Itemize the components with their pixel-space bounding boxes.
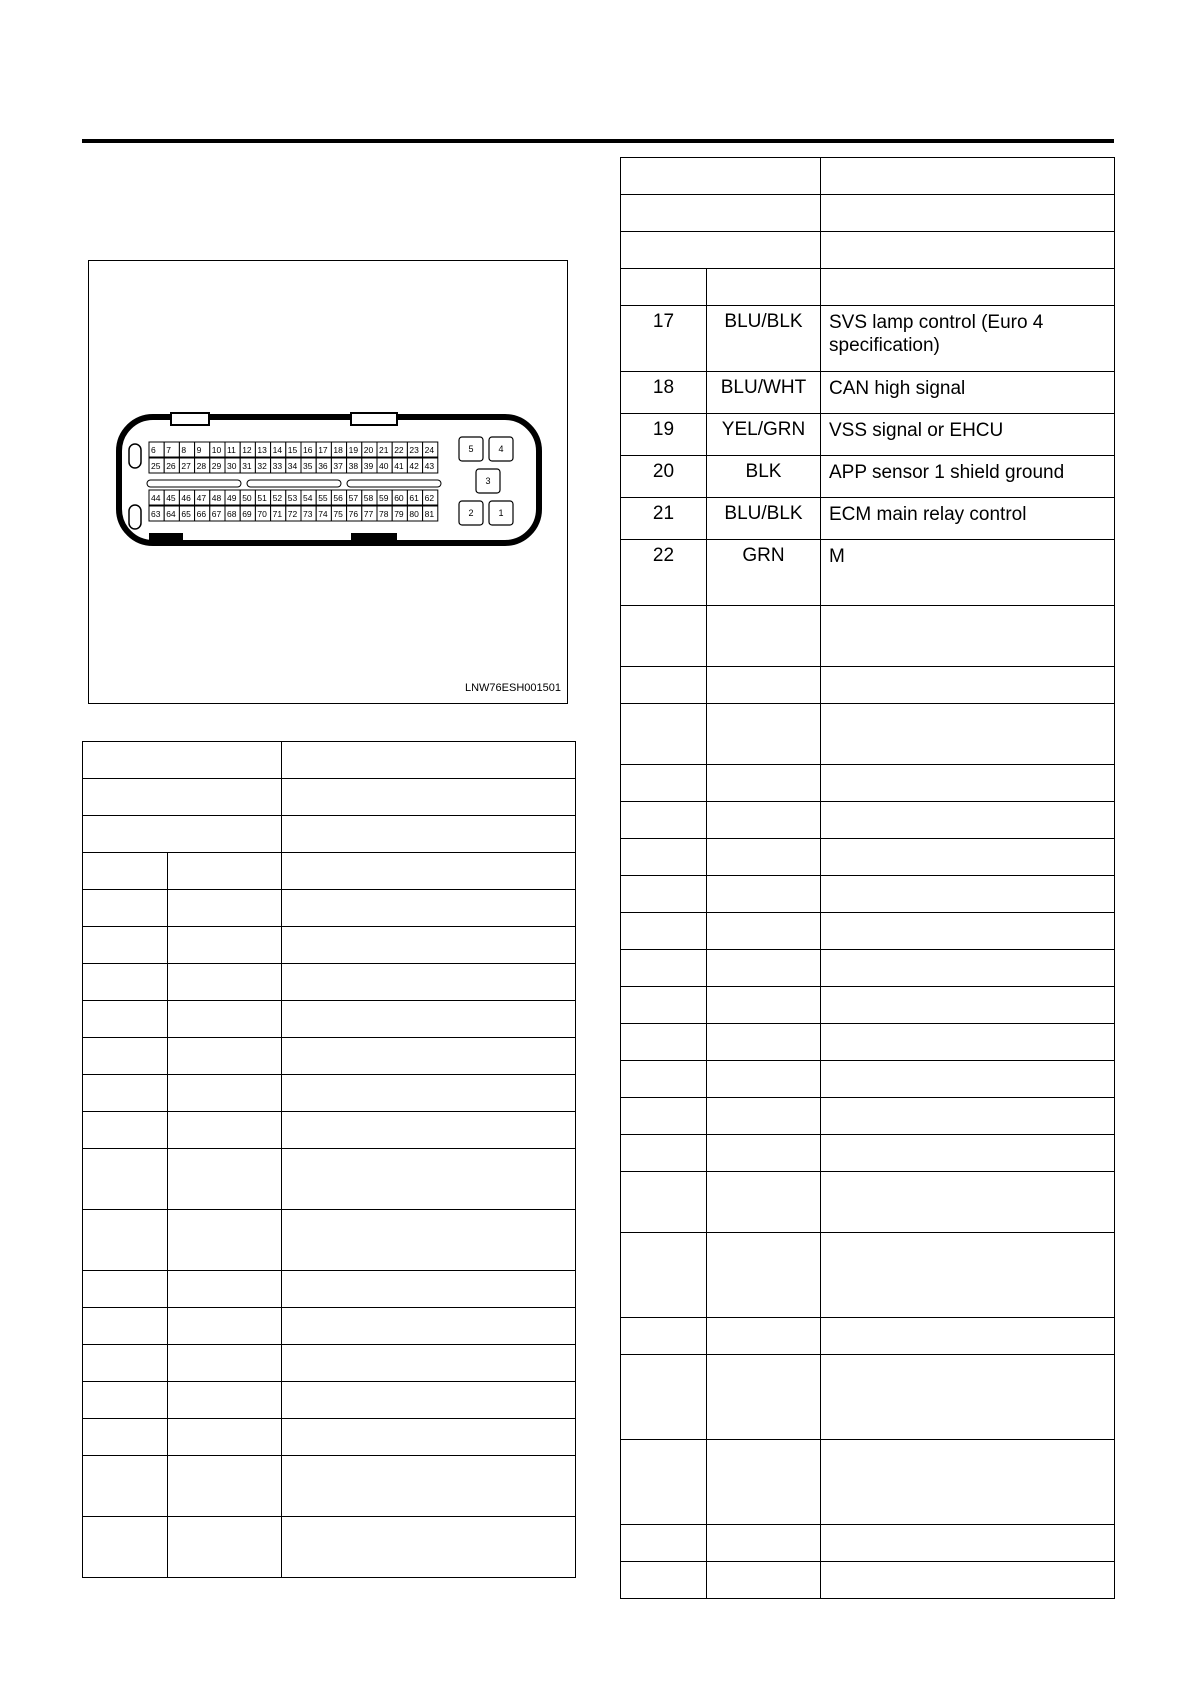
pin-label: 75 [333,509,343,519]
table-cell [282,779,576,816]
wire-color: BLU/WHT [707,372,821,414]
table-cell [821,1061,1115,1098]
table-cell [707,765,821,802]
table-cell [282,1149,576,1210]
table-cell [821,269,1115,306]
pin-label: 46 [181,493,191,503]
terminal-label: 3 [485,476,491,486]
table-cell [707,1172,821,1233]
table-row [621,913,1115,950]
table-cell [282,1382,576,1419]
pin-label: 81 [424,509,435,519]
table-row [83,1001,576,1038]
table-row [621,372,1115,414]
table-row [621,1172,1115,1233]
table-row [83,1382,576,1419]
table-cell [83,1382,168,1419]
pin-function: M [821,540,1115,606]
bottom-tab-left [149,533,183,543]
table-row [83,1075,576,1112]
table-cell [168,964,282,1001]
pin-label: 33 [272,461,283,471]
pin-label: 70 [257,509,267,519]
table-row [83,890,576,927]
table-row [621,606,1115,667]
table-row [621,704,1115,765]
table-cell [707,1355,821,1440]
table-row [83,1308,576,1345]
table-cell [821,950,1115,987]
table-cell [83,1456,168,1517]
figure-caption: LNW76ESH001501 [464,682,561,694]
table-cell [83,1308,168,1345]
table-cell [83,1001,168,1038]
table-cell [821,232,1115,269]
pin-label: 43 [424,461,435,471]
pin-label: 22 [394,445,404,455]
left-guide-top [129,444,141,468]
table-cell [282,927,576,964]
table-cell [282,1271,576,1308]
table-cell [282,1075,576,1112]
table-cell [621,1024,707,1061]
pin-label: 58 [363,493,374,503]
pin-label: 69 [242,509,252,519]
pin-label: 38 [348,461,359,471]
table-cell [707,269,821,306]
table-row [83,1112,576,1149]
table-row [621,950,1115,987]
pin-label: 68 [227,509,237,519]
top-tab-left [171,413,209,425]
table-cell [621,1440,707,1525]
pin-label: 78 [379,509,389,519]
table-cell [83,1517,168,1578]
table-cell [168,1001,282,1038]
table-row [621,195,1115,232]
table-cell [707,606,821,667]
table-row [621,158,1115,195]
table-cell [621,667,707,704]
table-cell [282,1210,576,1271]
table-cell [282,742,576,779]
table-cell [168,1456,282,1517]
pin-label: 9 [196,445,202,455]
table-row [621,414,1115,456]
table-cell [282,1419,576,1456]
table-cell [83,890,168,927]
table-cell [282,816,576,853]
table-cell [621,1135,707,1172]
table-cell [83,816,282,853]
pin-label: 77 [363,509,374,519]
connector-figure [88,260,568,704]
pin-number: 20 [621,456,707,498]
pin-label: 80 [409,509,419,519]
pin-function: APP sensor 1 shield ground [821,456,1115,498]
pin-label: 59 [379,493,389,503]
table-cell [621,802,707,839]
terminal-label: 1 [498,508,504,518]
pin-label: 26 [166,461,176,471]
table-row [83,927,576,964]
table-cell [282,1001,576,1038]
table-cell [282,1038,576,1075]
table-row [621,1440,1115,1525]
pin-label: 8 [181,445,187,455]
table-row [621,667,1115,704]
table-row [621,269,1115,306]
table-row [83,1271,576,1308]
table-row [83,1038,576,1075]
table-cell [83,1345,168,1382]
table-cell [821,913,1115,950]
pin-label: 79 [394,509,404,519]
table-cell [707,1233,821,1318]
table-cell [821,667,1115,704]
pin-function: CAN high signal [821,372,1115,414]
table-cell [821,1024,1115,1061]
table-row [83,1456,576,1517]
pin-number: 17 [621,306,707,372]
table-cell [621,1172,707,1233]
table-cell [83,964,168,1001]
pin-label: 12 [242,445,252,455]
pin-label: 57 [348,493,359,503]
table-cell [707,1098,821,1135]
table-cell [168,1112,282,1149]
table-cell [621,987,707,1024]
pin-label: 32 [257,461,267,471]
table-cell [168,1075,282,1112]
table-row [621,1525,1115,1562]
wire-color: GRN [707,540,821,606]
pin-label: 45 [166,493,176,503]
pin-label: 52 [272,493,283,503]
table-row [621,456,1115,498]
table-cell [621,1562,707,1599]
pin-label: 7 [166,445,171,455]
table-row [621,876,1115,913]
table-row [83,853,576,890]
pin-label: 41 [394,461,404,471]
pin-label: 34 [287,461,298,471]
table-cell [621,839,707,876]
table-cell [821,802,1115,839]
left-guide-bottom [129,505,141,529]
table-cell [621,876,707,913]
pin-label: 36 [318,461,328,471]
right-pin-table [620,157,1115,1599]
table-row [621,839,1115,876]
table-cell [707,839,821,876]
top-rule [82,139,1114,143]
table-row [621,1562,1115,1599]
table-cell [821,1355,1115,1440]
table-cell [707,1318,821,1355]
pin-label: 50 [242,493,252,503]
table-row [621,1061,1115,1098]
pin-label: 18 [333,445,343,455]
table-cell [282,1517,576,1578]
pin-label: 23 [409,445,419,455]
table-cell [168,1271,282,1308]
separator-bar-1 [147,480,241,487]
wire-color: YEL/GRN [707,414,821,456]
connector-diagram [89,261,567,703]
table-cell [707,1525,821,1562]
table-row [621,306,1115,372]
table-row [83,1210,576,1271]
pin-function: ECM main relay control [821,498,1115,540]
table-cell [83,927,168,964]
table-cell [821,1562,1115,1599]
table-cell [621,950,707,987]
table-cell [707,876,821,913]
table-cell [168,1308,282,1345]
pin-label: 13 [257,445,267,455]
pin-number: 19 [621,414,707,456]
pin-label: 64 [166,509,176,519]
table-cell [707,704,821,765]
pin-label: 11 [227,445,236,455]
table-cell [282,1345,576,1382]
table-cell [168,1149,282,1210]
pin-function: SVS lamp control (Euro 4 specification) [821,306,1115,372]
table-cell [821,704,1115,765]
table-row [621,540,1115,606]
table-cell [707,1024,821,1061]
table-cell [83,853,168,890]
pin-label: 72 [287,509,298,519]
table-cell [621,765,707,802]
pin-label: 55 [318,493,328,503]
pin-label: 10 [211,445,222,455]
table-cell [168,1419,282,1456]
pin-label: 51 [257,493,267,503]
table-cell [707,913,821,950]
table-cell [83,1149,168,1210]
table-cell [707,802,821,839]
pin-label: 25 [151,461,161,471]
table-cell [821,987,1115,1024]
table-cell [621,158,821,195]
table-cell [821,1440,1115,1525]
table-cell [83,1271,168,1308]
table-cell [821,1098,1115,1135]
left-pin-table [82,741,576,1578]
pin-number: 18 [621,372,707,414]
table-cell [168,1038,282,1075]
table-row [83,779,576,816]
table-cell [707,1562,821,1599]
table-row [621,987,1115,1024]
separator-bar-3 [347,480,441,487]
table-row [621,1024,1115,1061]
pin-label: 54 [303,493,313,503]
pin-label: 74 [318,509,328,519]
pin-label: 6 [151,445,156,455]
table-cell [83,1038,168,1075]
pin-label: 44 [151,493,161,503]
pin-label: 15 [287,445,298,455]
table-cell [821,158,1115,195]
table-cell [282,1456,576,1517]
table-row [621,765,1115,802]
pin-label: 62 [424,493,435,503]
table-row [83,742,576,779]
terminal-label: 2 [468,508,474,518]
table-cell [621,1355,707,1440]
pin-label: 63 [151,509,161,519]
table-cell [83,1112,168,1149]
pin-label: 14 [272,445,283,455]
table-cell [707,1440,821,1525]
table-row [621,1355,1115,1440]
pin-label: 60 [394,493,404,503]
table-cell [707,667,821,704]
table-cell [821,1525,1115,1562]
table-cell [621,269,707,306]
table-row [83,964,576,1001]
table-cell [168,890,282,927]
bottom-tab-right [351,533,397,543]
pin-label: 39 [363,461,374,471]
pin-label: 29 [211,461,222,471]
table-cell [282,890,576,927]
table-cell [621,195,821,232]
pin-label: 48 [211,493,222,503]
table-cell [168,853,282,890]
pin-label: 66 [196,509,207,519]
table-cell [621,1098,707,1135]
table-row [621,232,1115,269]
table-cell [621,606,707,667]
table-row [621,498,1115,540]
table-cell [821,876,1115,913]
pin-label: 31 [242,461,252,471]
table-cell [621,704,707,765]
table-cell [168,1345,282,1382]
wire-color: BLU/BLK [707,498,821,540]
table-cell [821,1318,1115,1355]
wire-color: BLK [707,456,821,498]
wire-color: BLU/BLK [707,306,821,372]
pin-label: 40 [379,461,389,471]
pin-label: 20 [363,445,374,455]
table-cell [83,1419,168,1456]
table-cell [621,232,821,269]
table-row [621,1135,1115,1172]
table-row [83,1517,576,1578]
terminal-label: 5 [468,444,474,454]
table-cell [83,742,282,779]
table-cell [821,1172,1115,1233]
pin-label: 28 [196,461,207,471]
table-cell [707,950,821,987]
pin-label: 67 [211,509,222,519]
table-cell [168,1517,282,1578]
table-cell [282,1112,576,1149]
pin-label: 76 [348,509,359,519]
pin-label: 17 [318,445,328,455]
top-tab-right [351,413,397,425]
table-cell [707,987,821,1024]
pin-label: 73 [303,509,313,519]
table-cell [168,1382,282,1419]
table-row [621,802,1115,839]
table-row [621,1098,1115,1135]
pin-label: 30 [227,461,237,471]
pin-function: VSS signal or EHCU [821,414,1115,456]
table-cell [821,606,1115,667]
table-cell [168,1210,282,1271]
pin-label: 27 [181,461,191,471]
separator-bar-2 [247,480,341,487]
table-cell [821,765,1115,802]
table-cell [282,1308,576,1345]
table-cell [168,927,282,964]
table-cell [83,1210,168,1271]
pin-label: 24 [424,445,435,455]
table-cell [621,1233,707,1318]
table-cell [821,839,1115,876]
pin-label: 61 [409,493,419,503]
pin-label: 53 [287,493,298,503]
table-cell [821,1135,1115,1172]
table-row [83,1345,576,1382]
table-row [83,816,576,853]
pin-label: 49 [227,493,237,503]
pin-number: 22 [621,540,707,606]
table-row [83,1419,576,1456]
table-cell [707,1135,821,1172]
terminal-label: 4 [498,444,504,454]
pin-label: 56 [333,493,343,503]
pin-label: 35 [303,461,313,471]
pin-label: 71 [272,509,283,519]
pin-label: 16 [303,445,313,455]
table-cell [621,1061,707,1098]
table-cell [282,853,576,890]
pin-label: 42 [409,461,419,471]
table-cell [83,1075,168,1112]
table-row [621,1318,1115,1355]
pin-label: 37 [333,461,343,471]
table-row [621,1233,1115,1318]
table-cell [707,1061,821,1098]
pin-label: 19 [348,445,359,455]
pin-label: 65 [181,509,191,519]
table-cell [821,195,1115,232]
pin-label: 21 [379,445,389,455]
pin-number: 21 [621,498,707,540]
table-row [83,1149,576,1210]
table-cell [621,1318,707,1355]
pin-label: 47 [196,493,207,503]
table-cell [821,1233,1115,1318]
table-cell [282,964,576,1001]
table-cell [83,779,282,816]
table-cell [621,913,707,950]
table-cell [621,1525,707,1562]
